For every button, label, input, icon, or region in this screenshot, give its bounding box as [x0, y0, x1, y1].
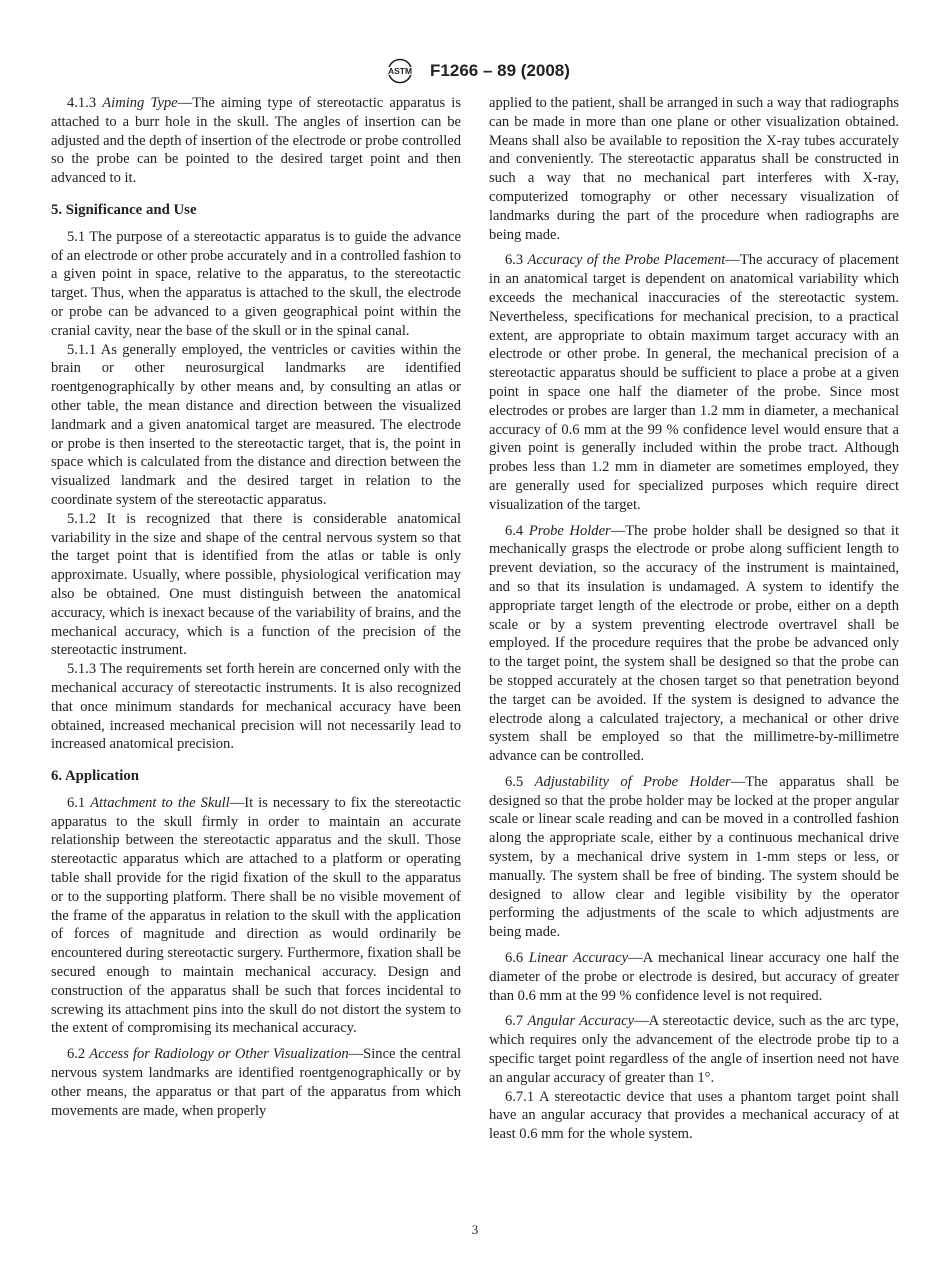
section-4-1-3: 4.1.3 Aiming Type—The aiming type of stereotactic apparatus is attached to a burr hole in the skull. The angles of insertion can be adjusted and the depth of insertion of the electrode or probe controlled so the probe can be pointed to the desired target point and then advanced to it.: [51, 95, 462, 187]
section-5-1-2: 5.1.2 It is recognized that there is considerable anatomical variability in the size and shape of the central nervous system so that the target point that is identified from the atlas or table is only approximate. Usually, where possible, physiological verification may also be obtained. One must distinguish between the anatomical accuracy, which is inexact because of the variability of brains, and the mechanical accuracy, which is a function of the precision of the stereotactic instrument.: [51, 510, 461, 659]
section-5-1-3: 5.1.3 The requirements set forth herein are concerned only with the mechanical accuracy of stereotactic instruments. It is also recognized that once minimum standards for mechanical accuracy have been obtained, increased mechanical precision will not necessarily lead to increased anatomical precision.: [51, 661, 461, 753]
page-header: [0, 58, 950, 84]
section-6-5: 6.5 Adjustability of Probe Holder—The apparatus shall be designed so that the probe holder may be locked at the proper angular scale or linear scale reading and can be moved in a controlled fashion along the appropriate scale, either by a continuous mechanical drive system, by a mechanical drive system in 1-mm steps or less, or manually. The system shall be free of binding. The system should be designed to allow clear and legible visibility by the operator performing the adjustments of the scale to which adjustments are being made.: [489, 773, 899, 941]
section-6-4: 6.4 Probe Holder—The probe holder shall be designed so that it mechanically grasps the electrode or probe along sufficient length to prevent deviation, so the accuracy of the instrument is maintained, and so that its insulation is undamaged. A system to identify the appropriate target length of the electrode or probe, either on a depth scale or by a system preventing electrode overtravel shall be employed. If the procedure requires that the probe be advanced only to the target point, the system shall be designed so that the probe can be stopped accurately at the chosen target so that penetration beyond the target can be avoided. If the system is designed to advance the electrode along a calculated trajectory, a mechanical or other drive system shall be employed so that the millimetre-by-millimetre advance can be controlled.: [489, 522, 900, 765]
svg-text:ASTM: ASTM: [388, 66, 413, 77]
section-6-7: 6.7 Angular Accuracy—A stereotactic device, such as the arc type, which requires only the advancement of the electrode probe tip to a specific target point regardless of the angle of insertion need not have an angular accuracy of greater than 1°.: [489, 1013, 899, 1086]
document-designation: F1266 – 89 (2008): [430, 61, 570, 80]
left-column: [51, 94, 461, 1120]
astm-logo-icon: [380, 58, 420, 84]
section-6-2-continued: applied to the patient, shall be arranged in such a way that radiographs can be made in more than one plane or other visualization obtained. Means shall also be available to reposition the X-ray tubes accurately and conveniently. The stereotactic apparatus shall be constructed in such a way that no mechanical part interferes with X-ray, computerized tomography or other necessary visualization of landmarks during the part of the procedure when radiographs are being made.: [489, 95, 900, 243]
heading-application: 6. Application: [51, 768, 139, 785]
section-6-6: 6.6 Linear Accuracy—A mechanical linear accuracy one half the diameter of the probe or electrode is desired, but accuracy of greater than 0.6 mm at the 99 % confidence level is not required.: [489, 950, 900, 1004]
section-6-1: 6.1 Attachment to the Skull—It is necessary to fix the stereotactic apparatus to the skull firmly in order to maintain an accurate relationship between the stereotactic apparatus and the skull. Those stereotactic apparatus which are attached to a platform or operating table shall provide for the rigid fixation of the skull to the apparatus or to the supporting platform. There shall be no visible movement of the frame of the apparatus in relation to the skull with the application of forces of magnitude and direction as would ordinarily be encountered during stereotactic surgery. Furthermore, fixation shall be secured enough to maintain mechanical accuracy. Design and construction of the apparatus shall be such that forces incidental to screwing its attachment pins into the skull do not distort the system to the extent of compromising its mechanical accuracy.: [51, 794, 461, 1037]
section-6-7-1: 6.7.1 A stereotactic device that uses a phantom target point shall have an angular accuracy that provides a mechanical accuracy of at least 0.6 mm for the whole system.: [489, 1088, 899, 1143]
page-number: 3: [471, 1222, 479, 1237]
heading-significance-and-use: 5. Significance and Use: [51, 201, 197, 218]
section-5-1: 5.1 The purpose of a stereotactic apparatus is to guide the advance of an electrode or other probe accurately and in a controlled fashion to a given point in space, relative to the apparatus, to the stereotactic target. Thus, when the apparatus is attached to the skull, the electrode or probe can be advanced to a given geographical point within the cranial cavity, near the base of the skull or in the spinal canal.: [51, 228, 461, 339]
right-column: [489, 94, 899, 1144]
section-5-1-1: 5.1.1 As generally employed, the ventricles or cavities within the brain or other neurosurgical landmarks are identified roentgenographically by other means and, by consulting an atlas or other table, the mean distance and direction between the visualized landmark and a given anatomical target are measured. The electrode or probe is then inserted to the stereotactic target, that is, the point in space which is calculated from the distance and direction between the visualized landmark and the desired target in relation to the coordinate system of the stereotactic apparatus.: [51, 341, 461, 508]
section-6-2: 6.2 Access for Radiology or Other Visualization—Since the central nervous system landmarks are identified roentgenographically or by other means, the apparatus or that part of the apparatus from which movements are made, when properly: [51, 1046, 462, 1119]
section-6-3: 6.3 Accuracy of the Probe Placement—The accuracy of placement in an anatomical target is dependent on anatomical variability which exceeds the mechanical inaccuracies of the stereotactic system. Nevertheless, specifications for mechanical precision, to a practical extent, are appropriate to obtain maximum target accuracy with an electrode or other probe. In general, the mechanical precision of a stereotactic apparatus should be sufficient to place a probe at a given point in space one half the diameter of the probe. Since most electrodes or probes are larger than 1.2 mm in diameter, a mechanical accuracy of 0.6 mm at the 99 % confidence level would ensure that a given point is generally included within the probe tract. Although probes less than 1.2 mm in diameter are sometimes employed, they are generally used for specialized purposes which require direct visualization of the target.: [489, 252, 900, 513]
